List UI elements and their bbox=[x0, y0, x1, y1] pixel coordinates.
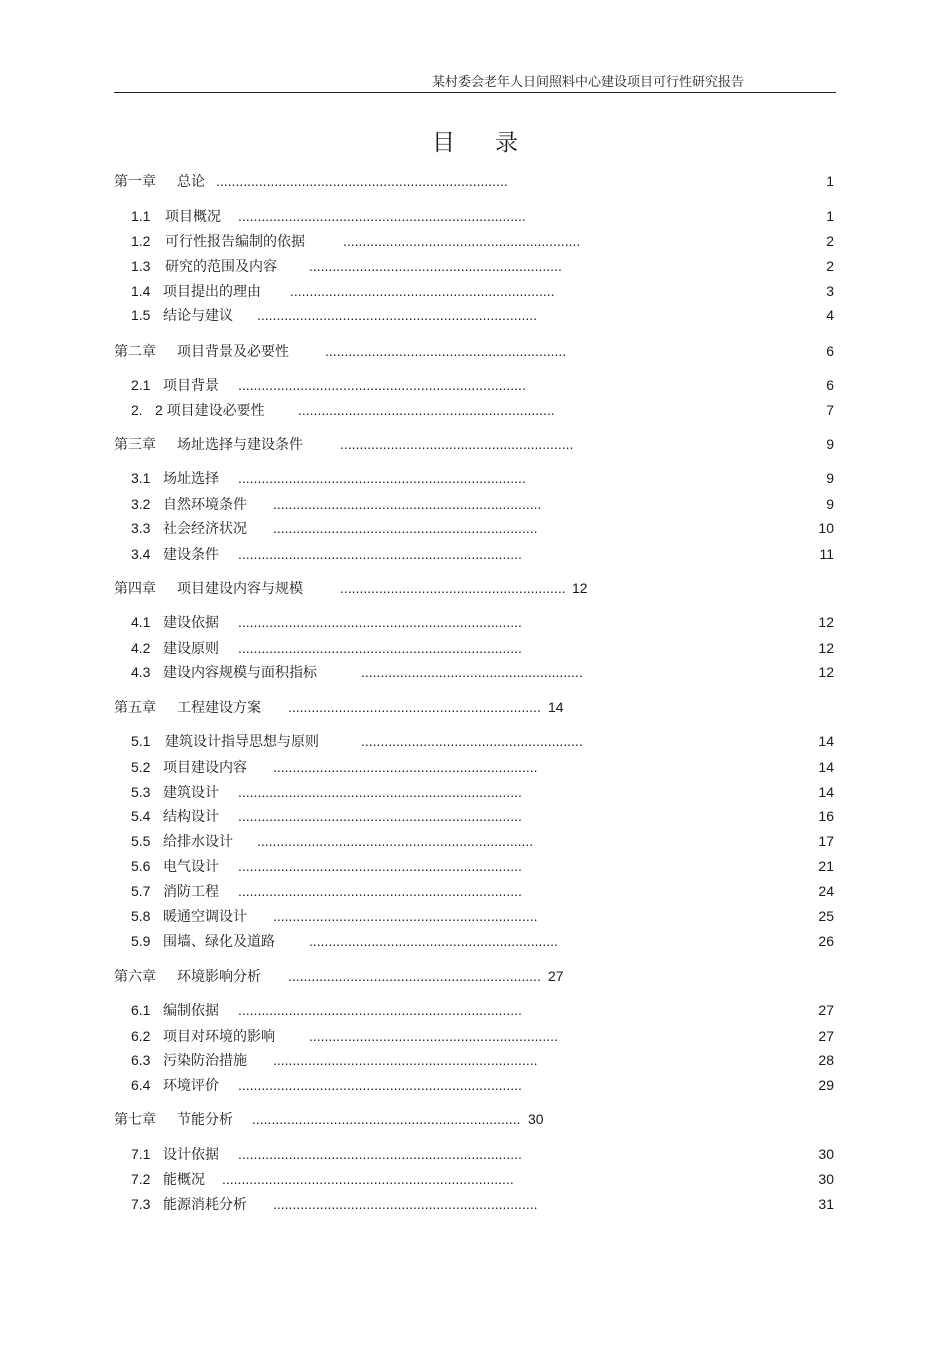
toc-entry-page: 25 bbox=[818, 908, 834, 924]
toc-entry-page: 24 bbox=[818, 883, 834, 899]
toc-entry-page: 21 bbox=[818, 858, 834, 874]
toc-entry-page: 30 bbox=[818, 1146, 834, 1162]
toc-entry-label: 建设条件 bbox=[163, 546, 219, 562]
toc-entry-label: 编制依据 bbox=[163, 1002, 219, 1018]
toc-entry-label: 围墙、绿化及道路 bbox=[163, 933, 275, 949]
toc-entry-number: 7.2 bbox=[131, 1171, 151, 1187]
toc-entry-page: 12 bbox=[818, 614, 834, 630]
toc-entry-number: 4.2 bbox=[131, 640, 151, 656]
toc-dot-leader: ..................................................................... bbox=[273, 496, 542, 512]
toc-dot-leader: .................................................................... bbox=[273, 759, 538, 775]
toc-entry-label: 项目对环境的影响 bbox=[163, 1028, 275, 1044]
toc-dot-leader: ......................................................... bbox=[361, 664, 583, 680]
toc-entry-page: 30 bbox=[818, 1171, 834, 1187]
toc-entry-number: 6.4 bbox=[131, 1077, 151, 1093]
toc-entry-label: 消防工程 bbox=[163, 883, 219, 899]
toc-entry-page: 6 bbox=[826, 343, 834, 359]
toc-entry-page: 12 bbox=[572, 580, 588, 596]
toc-entry-label: 设计依据 bbox=[163, 1146, 219, 1162]
toc-entry-label: 能概况 bbox=[163, 1171, 205, 1187]
toc-entry-page: 12 bbox=[818, 664, 834, 680]
toc-entry[interactable] bbox=[0, 433, 950, 455]
toc-dot-leader: ......................................................................... bbox=[238, 1146, 522, 1162]
toc-entry-page: 14 bbox=[818, 759, 834, 775]
toc-dot-leader: .................................................................... bbox=[273, 1052, 538, 1068]
toc-entry-page: 3 bbox=[826, 283, 834, 299]
toc-entry-label: 工程建设方案 bbox=[177, 699, 261, 715]
toc-dot-leader: ................................................................. bbox=[288, 699, 541, 715]
toc-entry-label: 能源消耗分析 bbox=[163, 1196, 247, 1212]
toc-entry[interactable] bbox=[0, 1193, 950, 1215]
toc-entry[interactable] bbox=[0, 1143, 950, 1165]
toc-entry[interactable] bbox=[0, 930, 950, 952]
toc-dot-leader: .......................................................................... bbox=[238, 470, 526, 486]
toc-entry-page: 28 bbox=[818, 1052, 834, 1068]
toc-entry-page: 27 bbox=[548, 968, 564, 984]
toc-entry[interactable] bbox=[0, 999, 950, 1021]
toc-entry-number: 3.1 bbox=[131, 470, 151, 486]
toc-entry-label: 环境评价 bbox=[163, 1077, 219, 1093]
toc-dot-leader: .................................................................... bbox=[273, 1196, 538, 1212]
toc-entry-page: 1 bbox=[826, 208, 834, 224]
toc-entry-page: 30 bbox=[528, 1111, 544, 1127]
toc-entry-page: 14 bbox=[548, 699, 564, 715]
toc-entry-label: 建设内容规模与面积指标 bbox=[163, 664, 317, 680]
toc-dot-leader: ............................................................. bbox=[343, 233, 581, 249]
toc-dot-leader: ................................................................. bbox=[309, 258, 562, 274]
toc-entry-page: 17 bbox=[818, 833, 834, 849]
toc-dot-leader: ......................................................................... bbox=[238, 614, 522, 630]
toc-entry-number: 7.3 bbox=[131, 1196, 151, 1212]
toc-entry[interactable] bbox=[0, 467, 950, 489]
toc-dot-leader: .......................................................................... bbox=[238, 377, 526, 393]
toc-entry-number: 1.2 bbox=[131, 233, 151, 249]
toc-entry-page: 9 bbox=[826, 470, 834, 486]
toc-entry[interactable] bbox=[0, 756, 950, 778]
toc-entry-label: 2 项目建设必要性 bbox=[155, 402, 265, 418]
toc-entry-label: 项目建设内容 bbox=[163, 759, 247, 775]
toc-entry-number: 2. bbox=[131, 402, 143, 418]
toc-dot-leader: ....................................................................... bbox=[257, 833, 534, 849]
toc-entry-number: 2.1 bbox=[131, 377, 151, 393]
toc-entry-number: 第五章 bbox=[114, 699, 156, 715]
toc-entry-label: 建设原则 bbox=[163, 640, 219, 656]
toc-dot-leader: .............................................................. bbox=[325, 343, 567, 359]
toc-entry-page: 14 bbox=[818, 733, 834, 749]
toc-entry-label: 给排水设计 bbox=[163, 833, 233, 849]
toc-dot-leader: ......................................................................... bbox=[238, 1002, 522, 1018]
toc-entry-number: 第二章 bbox=[114, 343, 156, 359]
toc-dot-leader: ......................................................................... bbox=[238, 640, 522, 656]
toc-entry-label: 建筑设计指导思想与原则 bbox=[165, 733, 319, 749]
toc-entry-label: 暖通空调设计 bbox=[163, 908, 247, 924]
toc-entry-label: 建设依据 bbox=[163, 614, 219, 630]
toc-entry-number: 5.5 bbox=[131, 833, 151, 849]
toc-entry-number: 第四章 bbox=[114, 580, 156, 596]
toc-dot-leader: ................................................................ bbox=[309, 933, 558, 949]
toc-entry[interactable] bbox=[0, 304, 950, 326]
toc-entry-label: 总论 bbox=[177, 173, 205, 189]
toc-entry-number: 5.1 bbox=[131, 733, 151, 749]
toc-entry[interactable] bbox=[0, 905, 950, 927]
toc-entry-number: 4.3 bbox=[131, 664, 151, 680]
toc-dot-leader: .................................................................... bbox=[273, 908, 538, 924]
toc-entry[interactable] bbox=[0, 880, 950, 902]
toc-entry-number: 4.1 bbox=[131, 614, 151, 630]
toc-entry-number: 1.1 bbox=[131, 208, 151, 224]
toc-entry[interactable] bbox=[0, 577, 950, 599]
toc-entry-page: 2 bbox=[826, 233, 834, 249]
toc-entry-label: 项目提出的理由 bbox=[163, 283, 261, 299]
toc-entry-page: 12 bbox=[818, 640, 834, 656]
toc-entry-number: 6.2 bbox=[131, 1028, 151, 1044]
toc-dot-leader: ......................................................................... bbox=[238, 1077, 522, 1093]
toc-entry-number: 7.1 bbox=[131, 1146, 151, 1162]
toc-title: 目录 bbox=[432, 130, 558, 155]
toc-entry-label: 可行性报告编制的依据 bbox=[165, 233, 305, 249]
toc-dot-leader: ........................................................................... bbox=[222, 1171, 514, 1187]
toc-entry-number: 3.2 bbox=[131, 496, 151, 512]
toc-entry[interactable] bbox=[0, 170, 950, 192]
toc-entry-label: 结构设计 bbox=[163, 808, 219, 824]
toc-entry-label: 项目概况 bbox=[165, 208, 221, 224]
toc-dot-leader: ................................................................. bbox=[288, 968, 541, 984]
toc-entry-label: 社会经济状况 bbox=[163, 520, 247, 536]
toc-entry-label: 结论与建议 bbox=[163, 307, 233, 323]
toc-entry[interactable] bbox=[0, 374, 950, 396]
toc-entry[interactable] bbox=[0, 830, 950, 852]
toc-entry-page: 16 bbox=[818, 808, 834, 824]
toc-entry-number: 5.3 bbox=[131, 784, 151, 800]
toc-entry-page: 10 bbox=[818, 520, 834, 536]
toc-entry-label: 项目建设内容与规模 bbox=[177, 580, 303, 596]
toc-entry-number: 5.9 bbox=[131, 933, 151, 949]
toc-dot-leader: ............................................................ bbox=[340, 436, 574, 452]
toc-entry[interactable] bbox=[0, 730, 950, 752]
toc-entry-number: 第七章 bbox=[114, 1111, 156, 1127]
toc-entry[interactable] bbox=[0, 696, 950, 718]
toc-entry-label: 场址选择 bbox=[163, 470, 219, 486]
toc-dot-leader: ......................................................................... bbox=[238, 784, 522, 800]
toc-entry-label: 电气设计 bbox=[163, 858, 219, 874]
toc-entry-number: 3.3 bbox=[131, 520, 151, 536]
toc-dot-leader: ........................................................................ bbox=[257, 307, 538, 323]
toc-entry[interactable] bbox=[0, 965, 950, 987]
header-title: 某村委会老年人日间照料中心建设项目可行性研究报告 bbox=[431, 74, 744, 89]
toc-entry-label: 自然环境条件 bbox=[163, 496, 247, 512]
toc-entry-number: 6.3 bbox=[131, 1052, 151, 1068]
toc-entry-number: 3.4 bbox=[131, 546, 151, 562]
toc-entry-number: 第一章 bbox=[114, 173, 156, 189]
toc-dot-leader: ......................................................................... bbox=[238, 546, 522, 562]
toc-entry-page: 4 bbox=[826, 307, 834, 323]
toc-entry-page: 26 bbox=[818, 933, 834, 949]
toc-dot-leader: ......................................................... bbox=[361, 733, 583, 749]
toc-entry[interactable] bbox=[0, 399, 950, 421]
toc-entry-page: 1 bbox=[826, 173, 834, 189]
toc-entry-label: 建筑设计 bbox=[163, 784, 219, 800]
toc-entry[interactable] bbox=[0, 1025, 950, 1047]
toc-entry-number: 第六章 bbox=[114, 968, 156, 984]
toc-entry-page: 14 bbox=[818, 784, 834, 800]
toc-entry-page: 11 bbox=[819, 546, 834, 562]
toc-entry-number: 5.8 bbox=[131, 908, 151, 924]
toc-entry[interactable] bbox=[0, 230, 950, 252]
toc-entry[interactable] bbox=[0, 1108, 950, 1130]
toc-entry-number: 5.6 bbox=[131, 858, 151, 874]
toc-entry-number: 5.2 bbox=[131, 759, 151, 775]
toc-entry[interactable] bbox=[0, 255, 950, 277]
toc-entry-number: 1.4 bbox=[131, 283, 151, 299]
toc-entry-label: 节能分析 bbox=[177, 1111, 233, 1127]
toc-entry[interactable] bbox=[0, 1074, 950, 1096]
toc-entry-label: 环境影响分析 bbox=[177, 968, 261, 984]
toc-entry[interactable] bbox=[0, 855, 950, 877]
toc-entry-page: 9 bbox=[826, 436, 834, 452]
toc-dot-leader: .................................................................... bbox=[290, 283, 555, 299]
toc-entry-number: 1.3 bbox=[131, 258, 151, 274]
toc-entry[interactable] bbox=[0, 1168, 950, 1190]
toc-entry[interactable] bbox=[0, 661, 950, 683]
toc-dot-leader: .......................................................... bbox=[340, 580, 566, 596]
toc-entry[interactable] bbox=[0, 205, 950, 227]
toc-entry-label: 研究的范围及内容 bbox=[165, 258, 277, 274]
toc-entry-page: 31 bbox=[818, 1196, 834, 1212]
toc-entry-page: 9 bbox=[826, 496, 834, 512]
toc-entry-label: 场址选择与建设条件 bbox=[177, 436, 303, 452]
toc-entry-label: 项目背景 bbox=[163, 377, 219, 393]
toc-dot-leader: .................................................................. bbox=[298, 402, 555, 418]
toc-entry-label: 污染防治措施 bbox=[163, 1052, 247, 1068]
toc-entry[interactable] bbox=[0, 493, 950, 515]
toc-entry-number: 第三章 bbox=[114, 436, 156, 452]
toc-entry-label: 项目背景及必要性 bbox=[177, 343, 289, 359]
toc-entry-page: 27 bbox=[818, 1002, 834, 1018]
toc-dot-leader: .................................................................... bbox=[273, 520, 538, 536]
toc-entry-page: 2 bbox=[826, 258, 834, 274]
toc-entry[interactable] bbox=[0, 340, 950, 362]
toc-entry-page: 29 bbox=[818, 1077, 834, 1093]
toc-entry[interactable] bbox=[0, 637, 950, 659]
page-header bbox=[114, 66, 836, 93]
toc-entry-number: 5.4 bbox=[131, 808, 151, 824]
toc-dot-leader: .......................................................................... bbox=[238, 208, 526, 224]
toc-dot-leader: ........................................................................... bbox=[216, 173, 508, 189]
toc-entry[interactable] bbox=[0, 781, 950, 803]
toc-entry[interactable] bbox=[0, 543, 950, 565]
toc-entry[interactable] bbox=[0, 1049, 950, 1071]
toc-entry[interactable] bbox=[0, 517, 950, 539]
toc-dot-leader: ......................................................................... bbox=[238, 858, 522, 874]
toc-entry-page: 27 bbox=[818, 1028, 834, 1044]
toc-entry[interactable] bbox=[0, 805, 950, 827]
toc-dot-leader: ......................................................................... bbox=[238, 808, 522, 824]
toc-dot-leader: ......................................................................... bbox=[238, 883, 522, 899]
toc-entry[interactable] bbox=[0, 611, 950, 633]
toc-entry-page: 6 bbox=[826, 377, 834, 393]
toc-dot-leader: ..................................................................... bbox=[252, 1111, 521, 1127]
toc-entry-number: 5.7 bbox=[131, 883, 151, 899]
toc-dot-leader: ................................................................ bbox=[309, 1028, 558, 1044]
toc-entry-number: 1.5 bbox=[131, 307, 151, 323]
toc-entry-page: 7 bbox=[826, 402, 834, 418]
toc-entry[interactable] bbox=[0, 280, 950, 302]
toc-entry-number: 6.1 bbox=[131, 1002, 151, 1018]
